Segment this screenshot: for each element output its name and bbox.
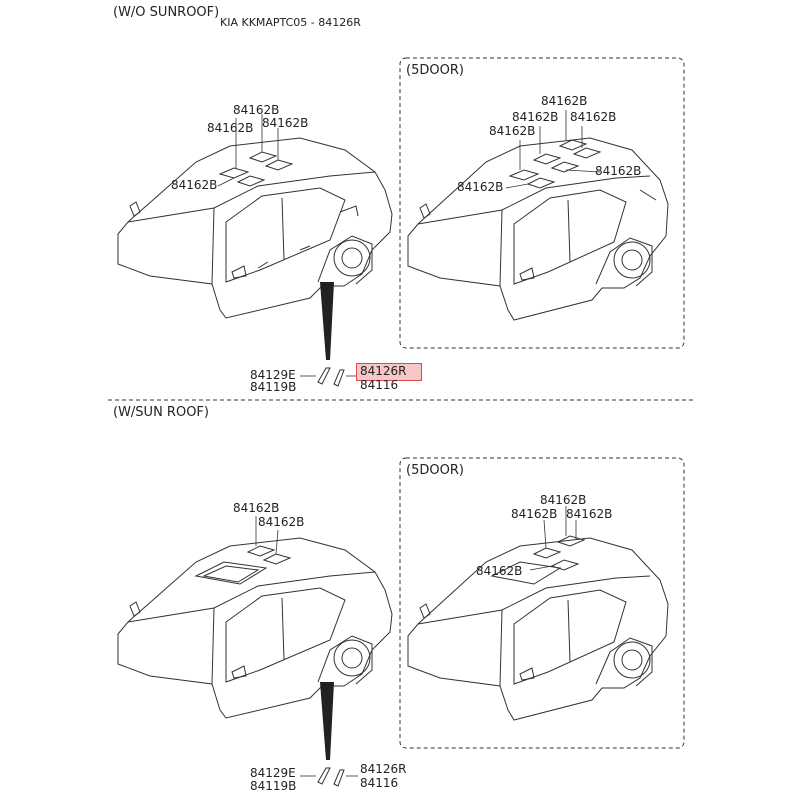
part-label-roof-pad[interactable]: 84162B <box>258 515 305 529</box>
car-sedan-bottom <box>118 538 392 718</box>
part-label-roof-pad[interactable]: 84162B <box>570 110 617 124</box>
part-label-roof-pad[interactable]: 84162B <box>540 493 587 507</box>
car-hatchback-bottom-inset <box>408 538 668 720</box>
part-label-84129e[interactable]: 84129E <box>250 766 296 780</box>
part-label-84116[interactable]: 84116 <box>360 378 399 392</box>
part-label-84126r[interactable]: 84126R <box>360 762 407 776</box>
trim-parts-top <box>300 368 358 386</box>
part-label-roof-pad[interactable]: 84162B <box>207 121 254 135</box>
part-label-84119b[interactable]: 84119B <box>250 380 297 394</box>
part-label-roof-pad[interactable]: 84162B <box>595 164 642 178</box>
part-label-84126r-highlighted[interactable]: 84126R <box>360 364 407 378</box>
part-label-roof-pad[interactable]: 84162B <box>489 124 536 138</box>
part-label-84129e[interactable]: 84129E <box>250 368 296 382</box>
part-label-roof-pad[interactable]: 84162B <box>233 501 280 515</box>
detail-pointer-bottom <box>320 682 334 760</box>
part-label-roof-pad[interactable]: 84162B <box>457 180 504 194</box>
roof-pads-top-main <box>220 152 292 186</box>
part-label-roof-pad[interactable]: 84162B <box>511 507 558 521</box>
section-title-without-sunroof: (W/O SUNROOF) <box>113 5 220 20</box>
part-label-roof-pad[interactable]: 84162B <box>476 564 523 578</box>
section-title-with-sunroof: (W/SUN ROOF) <box>113 405 209 420</box>
car-sedan-top <box>118 138 392 318</box>
part-label-roof-pad[interactable]: 84162B <box>541 94 588 108</box>
roof-pads-top-inset <box>510 140 600 188</box>
diagram-header-title: KIA KKMAPTC05 - 84126R <box>220 16 361 29</box>
part-label-84116[interactable]: 84116 <box>360 776 399 790</box>
part-label-roof-pad[interactable]: 84162B <box>512 110 559 124</box>
inset-title-bottom: (5DOOR) <box>406 463 464 478</box>
part-label-roof-pad[interactable]: 84162B <box>566 507 613 521</box>
trim-parts-bottom <box>300 768 358 786</box>
detail-pointer-top <box>320 282 334 360</box>
part-label-roof-pad[interactable]: 84162B <box>171 178 218 192</box>
inset-title-top: (5DOOR) <box>406 63 464 78</box>
part-label-roof-pad[interactable]: 84162B <box>233 103 280 117</box>
part-label-roof-pad[interactable]: 84162B <box>262 116 309 130</box>
part-label-84119b[interactable]: 84119B <box>250 779 297 793</box>
roof-pads-bottom-main <box>248 546 290 564</box>
